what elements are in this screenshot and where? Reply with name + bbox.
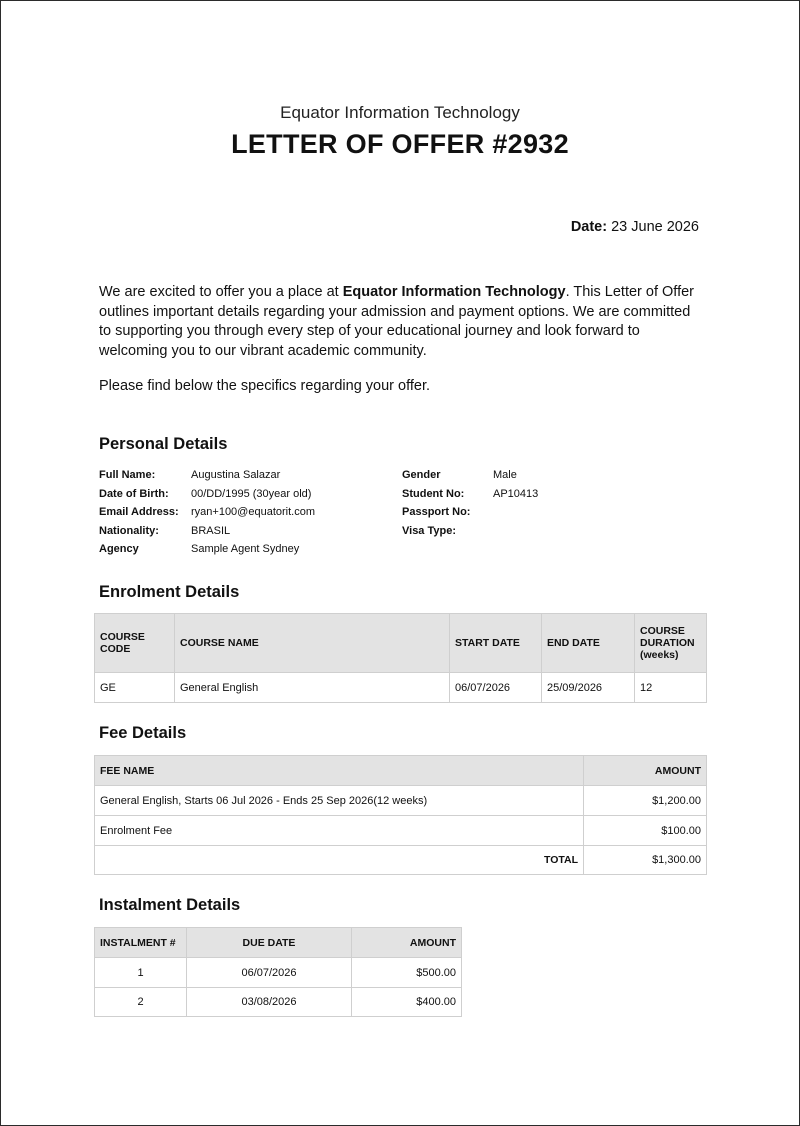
gender-value: Male — [493, 469, 517, 481]
personal-row — [99, 506, 699, 525]
column-header: START DATE — [450, 614, 542, 673]
agency-label: Agency — [99, 543, 139, 556]
letter-date — [571, 219, 699, 235]
column-header: COURSE NAME — [175, 614, 450, 673]
intro-text — [99, 283, 699, 397]
personal-row — [99, 525, 699, 544]
due-date-cell: 06/07/2026 — [187, 958, 352, 988]
date-label: Date: — [570, 219, 608, 235]
personal-row — [99, 488, 699, 507]
fee-table — [94, 755, 707, 875]
dob-value: 00/DD/1995 (30year old) — [191, 487, 312, 500]
table-header-row — [95, 928, 462, 958]
intro-text-pre: We are excited to offer you a place at — [99, 284, 343, 300]
instalment-table — [94, 927, 462, 1017]
fee-details-heading: Fee Details — [99, 724, 187, 742]
intro-followup: Please find below the specifics regarding your offer. — [99, 378, 431, 394]
full-name-label: Full Name: — [99, 469, 156, 481]
nationality-label: Nationality: — [99, 524, 159, 537]
column-header: AMOUNT — [352, 928, 462, 958]
total-value: $1,300.00 — [584, 846, 707, 875]
instalment-amount-cell: $400.00 — [352, 988, 462, 1017]
fee-amount-cell: $1,200.00 — [584, 786, 707, 816]
table-header-row — [95, 756, 707, 786]
enrolment-table — [94, 613, 707, 703]
fee-total-row — [95, 846, 707, 875]
passport-no-label: Passport No: — [402, 506, 471, 519]
column-header: DUE DATE — [187, 928, 352, 958]
agency-value: Sample Agent Sydney — [191, 543, 300, 556]
column-header: INSTALMENT # — [95, 928, 187, 958]
column-header: END DATE — [542, 614, 635, 673]
column-header: FEE NAME — [95, 756, 584, 786]
nationality-value: BRASIL — [191, 524, 231, 537]
intro-org-name: Equator Information Technology — [342, 284, 566, 300]
letter-header — [1, 102, 799, 161]
fee-name-cell: Enrolment Fee — [95, 816, 584, 846]
start-date-cell: 06/07/2026 — [450, 673, 542, 703]
table-header-row — [95, 614, 707, 673]
table-row — [95, 988, 462, 1017]
dob-label: Date of Birth: — [99, 487, 169, 500]
column-header: AMOUNT — [584, 756, 707, 786]
column-header: COURSE CODE — [95, 614, 175, 673]
student-no-label: Student No: — [402, 487, 465, 500]
organization-name: Equator Information Technology — [280, 103, 520, 122]
email-value: ryan+100@equatorit.com — [191, 506, 315, 519]
column-header: COURSE DURATION (weeks) — [635, 614, 707, 673]
letter-title: LETTER OF OFFER #2932 — [231, 129, 569, 159]
table-row — [95, 673, 707, 703]
instalment-number-cell: 2 — [95, 988, 187, 1017]
table-row — [95, 816, 707, 846]
fee-amount-cell: $100.00 — [584, 816, 707, 846]
table-row — [95, 958, 462, 988]
gender-label: Gender — [402, 469, 441, 481]
email-label: Email Address: — [99, 506, 179, 519]
date-value: 23 June 2026 — [611, 219, 699, 235]
end-date-cell: 25/09/2026 — [542, 673, 635, 703]
student-no-value: AP10413 — [493, 487, 539, 500]
instalment-amount-cell: $500.00 — [352, 958, 462, 988]
personal-row — [99, 469, 699, 488]
course-name-cell: General English — [175, 673, 450, 703]
instalment-number-cell: 1 — [95, 958, 187, 988]
intro-paragraph — [99, 283, 699, 361]
enrolment-details-heading: Enrolment Details — [99, 583, 240, 601]
personal-details-heading: Personal Details — [99, 435, 228, 453]
due-date-cell: 03/08/2026 — [187, 988, 352, 1017]
personal-details — [99, 469, 699, 562]
visa-type-label: Visa Type: — [402, 524, 457, 537]
duration-cell: 12 — [635, 673, 707, 703]
full-name-value: Augustina Salazar — [191, 469, 281, 481]
course-code-cell: GE — [95, 673, 175, 703]
instalment-details-heading: Instalment Details — [99, 896, 241, 914]
fee-name-cell: General English, Starts 06 Jul 2026 - Ends 25 Sep 2026(12 weeks) — [95, 786, 584, 816]
table-row — [95, 786, 707, 816]
total-label: TOTAL — [95, 846, 584, 875]
personal-row — [99, 543, 699, 562]
intro-text-post: . This Letter of Offer outlines important details regarding your admission and payment options. We are committed to supporting you through every step of your educational journey and look forward to welcoming you to our vibrant academic community. — [99, 284, 694, 359]
